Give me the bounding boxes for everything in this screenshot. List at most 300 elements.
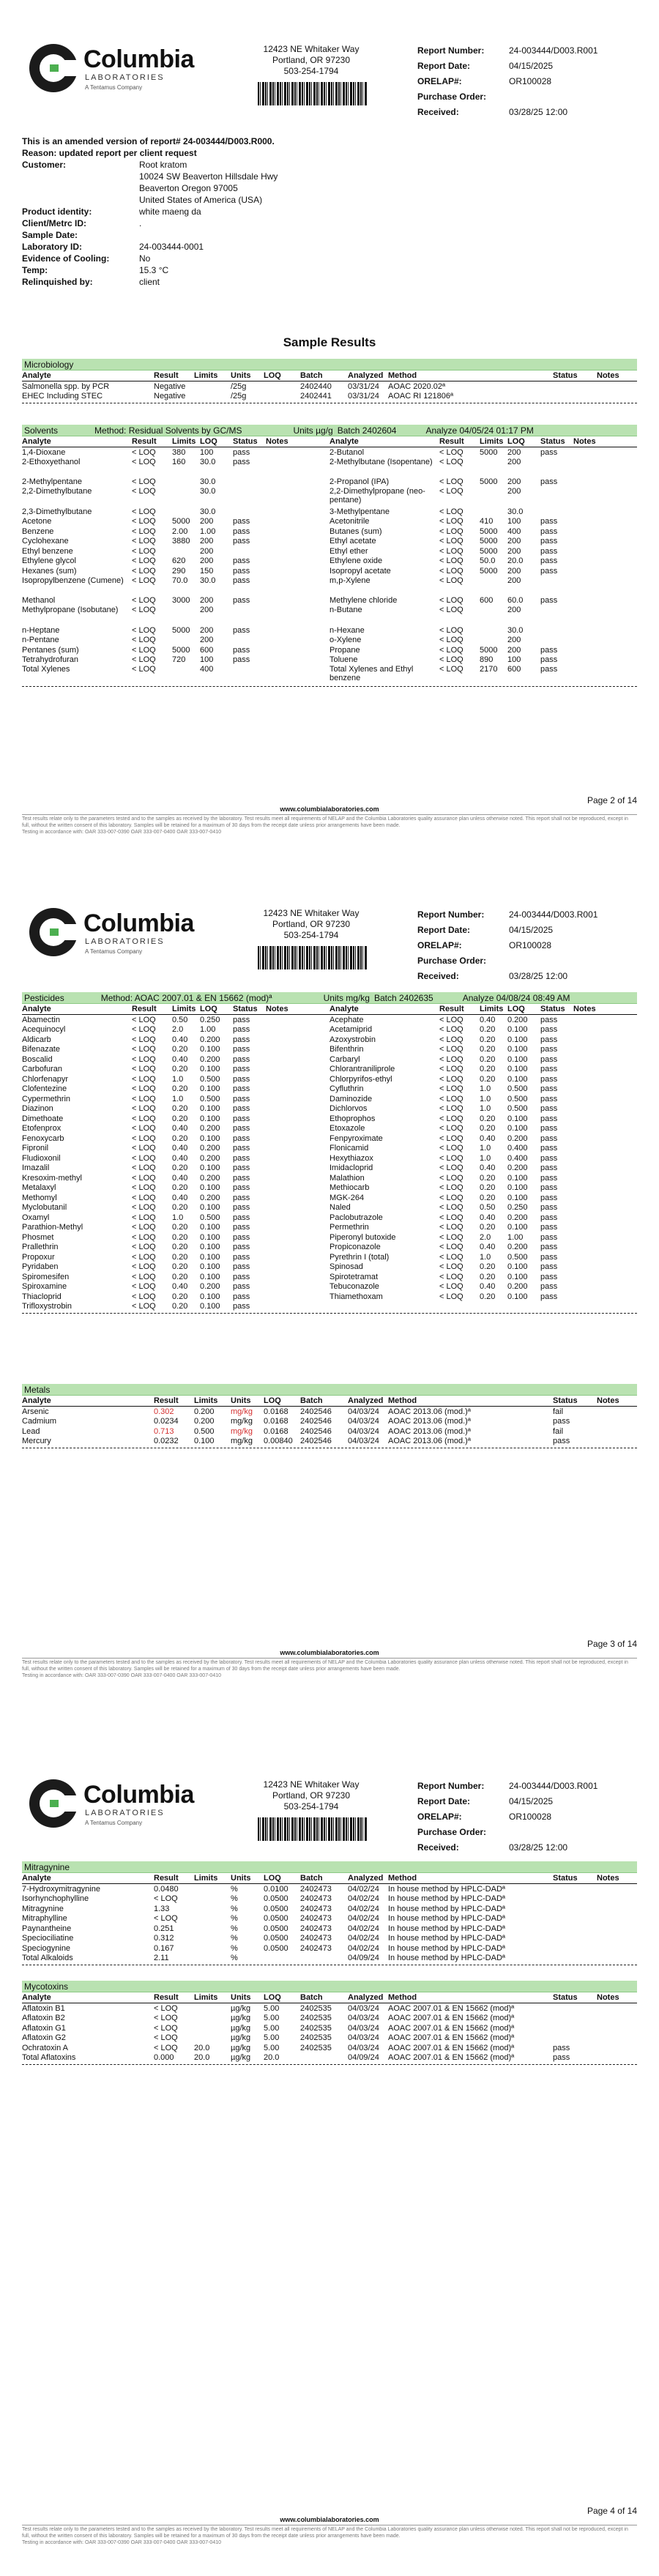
column-header: Method <box>388 1396 417 1405</box>
cell: 2-Propanol (IPA) <box>330 477 390 487</box>
cell: 5000 <box>172 645 190 655</box>
customer-field <box>22 253 388 264</box>
customer-info: This is an amended version of report# 24-003444/D003.R000. Reason: updated report per client request Customer: Root kratom 10024 SW Beaverton Hillsdale Hwy Beaverton Oregon 97005 United States of America (USA) Product identity: white maeng da Client/Metrc ID: . Sample Date: Laboratory ID: 24-003444-0001 Evidence of Cooling: No Temp: 15.3 °C Relinquished by: client <box>22 135 388 288</box>
cell: 0.20 <box>480 1292 496 1301</box>
cell: < LOQ <box>132 1272 156 1281</box>
column-header: Method <box>388 371 417 380</box>
cell: Boscalid <box>22 1054 53 1064</box>
cell <box>266 1253 330 1262</box>
cell: Negative <box>154 381 186 391</box>
cell: < LOQ <box>439 517 463 526</box>
cell: pass <box>540 556 558 566</box>
report-header <box>22 901 637 981</box>
table-row <box>22 576 637 596</box>
cell: 2402546 <box>300 1417 332 1426</box>
cell <box>573 507 637 516</box>
cell: < LOQ <box>132 447 156 457</box>
cell: In house method by HPLC-DADª <box>388 1894 505 1904</box>
cell: 600 <box>480 596 494 606</box>
cell <box>573 1233 637 1242</box>
table-row <box>22 487 637 507</box>
method-label: Method: Residual Solvents by GC/MS <box>94 425 242 436</box>
cell: 0.20 <box>480 1025 496 1035</box>
cell: 0.50 <box>480 1203 496 1213</box>
cell: 0.20 <box>480 1193 496 1202</box>
cell <box>233 547 266 556</box>
cell: pass <box>233 645 250 655</box>
cell: µg/kg <box>231 2023 251 2033</box>
field-value: white maeng da <box>139 206 201 217</box>
row-half <box>330 567 637 576</box>
row-half <box>22 507 330 516</box>
cell: < LOQ <box>439 566 463 576</box>
cell: 0.20 <box>480 1054 496 1064</box>
cell: 0.500 <box>507 1104 528 1114</box>
row-half <box>330 655 637 664</box>
cell: < LOQ <box>132 517 156 526</box>
cell: 2402473 <box>300 1943 332 1953</box>
row-half <box>330 1174 637 1183</box>
column-header: LOQ <box>200 1005 217 1013</box>
cell: 2402473 <box>300 1884 332 1894</box>
cell <box>172 487 200 496</box>
logo-mark-icon <box>29 1779 78 1828</box>
cell <box>573 448 637 457</box>
cell: 100 <box>200 655 214 665</box>
cell: pass <box>233 1183 250 1193</box>
cell: < LOQ <box>439 606 463 614</box>
column-header: Notes <box>597 371 619 380</box>
cell: 0.251 <box>154 1924 174 1933</box>
cell <box>266 1194 330 1202</box>
cell: 410 <box>480 517 494 526</box>
cell: < LOQ <box>439 477 463 487</box>
cell <box>266 636 330 644</box>
cell: 5000 <box>480 526 498 536</box>
cell: pass <box>540 1133 558 1143</box>
field-label: Temp: <box>22 265 48 275</box>
cell: 0.20 <box>480 1035 496 1044</box>
cell: 0.0234 <box>154 1417 179 1426</box>
cell: % <box>231 1934 238 1943</box>
cell: 3880 <box>172 537 190 546</box>
cell: 0.20 <box>480 1065 496 1074</box>
cell: < LOQ <box>132 1054 156 1064</box>
cell: Cadmium <box>22 1417 57 1426</box>
table-row <box>22 1924 637 1934</box>
cell: 0.0100 <box>264 1884 288 1894</box>
cell: pass <box>540 1262 558 1272</box>
column-header: Status <box>233 437 258 446</box>
cell: pass <box>233 1104 250 1114</box>
cell: 5000 <box>480 566 498 576</box>
cell <box>573 1292 637 1301</box>
cell: pass <box>233 1173 250 1183</box>
cell: Flonicamid <box>330 1144 369 1153</box>
column-header: Result <box>132 1005 157 1013</box>
cell: n-Pentane <box>22 636 59 645</box>
header-half <box>330 1005 637 1013</box>
row-half <box>22 596 330 605</box>
cell: pass <box>233 596 250 606</box>
cell: 03/31/24 <box>348 381 379 391</box>
batch-label: Batch 2402604 <box>337 425 397 436</box>
cell: < LOQ <box>132 1203 156 1213</box>
cell <box>266 517 330 526</box>
cell: Pyridaben <box>22 1262 59 1272</box>
table-header <box>22 1873 637 1884</box>
cell: pass <box>540 537 558 546</box>
column-header: Limits <box>194 1874 218 1883</box>
microbiology-table <box>22 359 637 403</box>
cell <box>573 646 637 655</box>
table-row <box>22 1124 637 1134</box>
cell: 890 <box>480 655 494 665</box>
cell <box>573 1104 637 1113</box>
cell: 0.20 <box>172 1203 188 1213</box>
cell: 0.40 <box>172 1173 188 1183</box>
cell: pass <box>233 537 250 546</box>
row-half <box>330 1134 637 1143</box>
cell: < LOQ <box>132 1262 156 1272</box>
cell: Speciociliatine <box>22 1934 74 1943</box>
field-label: Evidence of Cooling: <box>22 253 110 264</box>
cell: pass <box>233 1025 250 1035</box>
cell: 0.400 <box>507 1153 528 1163</box>
cell: 0.40 <box>480 1133 496 1143</box>
cell <box>266 576 330 585</box>
cell: In house method by HPLC-DADª <box>388 1924 505 1933</box>
cell: pass <box>233 1094 250 1103</box>
cell: 0.200 <box>200 1144 220 1153</box>
row-half <box>22 1174 330 1183</box>
table-end-rule <box>22 686 637 687</box>
cell: Bifenthrin <box>330 1045 364 1054</box>
cell: % <box>231 1954 238 1963</box>
cell: 0.713 <box>154 1426 174 1436</box>
column-header: Result <box>154 1874 179 1883</box>
section-band: Mycotoxins <box>22 1981 637 1992</box>
row-half <box>22 1124 330 1133</box>
cell: 04/09/24 <box>348 2053 379 2063</box>
cell: Mercury <box>22 1437 51 1446</box>
cell: /25g <box>231 381 247 391</box>
cell: 290 <box>172 566 186 576</box>
cell: 200 <box>200 636 214 645</box>
amend-reason: Reason: updated report per client request <box>22 148 197 158</box>
cell: 0.20 <box>172 1292 188 1301</box>
cell: 04/02/24 <box>348 1914 379 1924</box>
cell: 0.100 <box>507 1035 528 1044</box>
cell <box>573 1065 637 1073</box>
cell: 0.100 <box>507 1183 528 1193</box>
cell <box>573 1035 637 1044</box>
table-row <box>22 1894 637 1905</box>
cell: 200 <box>200 517 214 526</box>
cell <box>266 606 330 614</box>
column-header: Analyte <box>330 437 359 446</box>
cell <box>573 626 637 635</box>
customer-field <box>22 206 388 217</box>
cell <box>233 665 266 674</box>
cell: Chlorfenapyr <box>22 1074 68 1084</box>
column-header: Result <box>439 437 464 446</box>
column-header: Batch <box>300 1874 323 1883</box>
cell: Phosmet <box>22 1232 54 1242</box>
footer-disclaimer: Test results relate only to the parameters tested and to the samples as received by the laboratory. Test results meet all requirements of NELAP and the Columbia Laboratories quality assurance plan unless otherwise noted. This report shall not be reproduced, except in full, without the written consent of this laboratory. Samples will be retained for a maximum of 30 days from the receipt date unless prior arrangements have been made. Testing in accordance with: OAR 333-007-0390 OAR 333-007-0400 OAR 333-007-0410 <box>22 1660 628 1678</box>
cell: 0.40 <box>172 1153 188 1163</box>
column-header: Limits <box>194 371 218 380</box>
cell: < LOQ <box>132 546 156 556</box>
cell: < LOQ <box>132 1243 156 1252</box>
table-header <box>22 1004 637 1015</box>
column-header: Analyzed <box>348 1993 384 2002</box>
cell: 2.0 <box>172 1025 184 1035</box>
row-half <box>22 1203 330 1212</box>
cell: 0.200 <box>194 1417 215 1426</box>
cell: pass <box>540 1045 558 1054</box>
cell <box>172 606 200 614</box>
cell: 0.100 <box>200 1272 220 1281</box>
cell: Oxamyl <box>22 1213 50 1222</box>
report-page-3 <box>0 864 659 1713</box>
cell: 0.100 <box>507 1173 528 1183</box>
table-row <box>22 2003 637 2014</box>
cell: pass <box>540 1094 558 1103</box>
column-header: Analyzed <box>348 371 384 380</box>
table-header <box>22 1992 637 2003</box>
cell: 0.100 <box>507 1262 528 1272</box>
cell: 2,2-Dimethylbutane <box>22 487 92 496</box>
customer-field <box>22 229 388 241</box>
cell: < LOQ <box>439 1243 463 1252</box>
cell: Speciogynine <box>22 1943 71 1953</box>
cell: Mitragynine <box>22 1904 64 1913</box>
cell: Acephate <box>330 1015 364 1024</box>
cell: pass <box>540 645 558 655</box>
row-half <box>330 1154 637 1163</box>
cell: 200 <box>507 477 521 487</box>
report-page-4 <box>0 1735 659 2576</box>
cell: 0.200 <box>200 1193 220 1202</box>
table-row <box>22 665 637 685</box>
cell: pass <box>540 526 558 536</box>
cell: % <box>231 1924 238 1933</box>
cell: 0.20 <box>480 1223 496 1232</box>
field-value: 15.3 °C <box>139 265 169 275</box>
cell: 200 <box>507 566 521 576</box>
cell: pass <box>540 1183 558 1193</box>
cell: Carbofuran <box>22 1065 63 1074</box>
table-row <box>22 526 637 537</box>
cell: 200 <box>507 576 521 585</box>
cell: 1.00 <box>200 1025 216 1035</box>
cell: 0.40 <box>172 1282 188 1292</box>
cell: 0.20 <box>480 1272 496 1281</box>
row-half <box>22 1262 330 1271</box>
column-header: Result <box>154 1993 179 2002</box>
cell: 0.0500 <box>264 1934 288 1943</box>
cell: pass <box>540 1025 558 1035</box>
column-header: LOQ <box>264 371 281 380</box>
cell: 100 <box>507 655 521 665</box>
cell: < LOQ <box>132 1144 156 1153</box>
cell: Fludioxonil <box>22 1153 61 1163</box>
header-half <box>330 437 637 446</box>
cell: pass <box>540 1282 558 1292</box>
cell: 04/03/24 <box>348 2003 379 2013</box>
table-row <box>22 1094 637 1104</box>
company-logo: Columbia LABORATORIES A Tentamus Company <box>29 1779 198 1831</box>
logo-name: Columbia <box>83 45 194 73</box>
cell <box>266 1164 330 1172</box>
cell: Hexanes (sum) <box>22 566 77 576</box>
cell: 0.100 <box>200 1232 220 1242</box>
cell: Total Xylenes and Ethyl benzene <box>330 665 414 682</box>
cell: 2402473 <box>300 1924 332 1933</box>
cell: 0.20 <box>480 1074 496 1084</box>
column-header: Analyte <box>22 1993 51 2002</box>
cell <box>266 507 330 516</box>
cell: < LOQ <box>132 1045 156 1054</box>
cell <box>233 487 266 496</box>
cell: 0.20 <box>172 1252 188 1262</box>
cell: AOAC 2013.06 (mod.)ª <box>388 1426 471 1436</box>
cell: 0.0232 <box>154 1437 179 1446</box>
cell: Acequinocyl <box>22 1025 66 1035</box>
cell <box>266 556 330 565</box>
cell: In house method by HPLC-DADª <box>388 1914 505 1924</box>
row-half <box>330 1183 637 1192</box>
cell: Isopropyl acetate <box>330 566 391 576</box>
field-value: No <box>139 253 151 264</box>
table-row <box>22 1084 637 1095</box>
barcode <box>258 1817 368 1841</box>
cell: Chlorpyrifos-ethyl <box>330 1074 392 1084</box>
cell <box>573 1174 637 1183</box>
customer-field <box>22 217 388 229</box>
row-half <box>22 1055 330 1064</box>
table-row <box>22 1223 637 1233</box>
cell: Aldicarb <box>22 1035 51 1044</box>
cell: Parathion-Methyl <box>22 1223 83 1232</box>
column-header: Notes <box>266 1005 288 1013</box>
table-row <box>22 1884 637 1894</box>
table-row <box>22 1914 637 1924</box>
table-row <box>22 1904 637 1914</box>
cell: Ethylene glycol <box>22 556 76 566</box>
cell: pass <box>540 477 558 487</box>
report-info: Report Number: 24-003444/D003.R001 Report Date: 04/15/2025 ORELAP#: OR100028 Purchase Order: Received: 03/28/25 12:00 <box>417 909 598 981</box>
cell: 0.100 <box>200 1133 220 1143</box>
row-half <box>330 458 637 466</box>
column-header: Limits <box>194 1396 218 1405</box>
page-number: Page 3 of 14 <box>587 1639 637 1649</box>
cell: pass <box>540 1213 558 1222</box>
column-header: Status <box>540 437 565 446</box>
cell: 380 <box>172 447 186 457</box>
table-row <box>22 1203 637 1213</box>
cell: pass <box>233 1045 250 1054</box>
cell: Thiacloprid <box>22 1292 62 1301</box>
analyze-label: Analyze 04/08/24 08:49 AM <box>462 992 570 1003</box>
field-value <box>139 229 388 241</box>
mycotoxins-table <box>22 1981 637 2065</box>
cell: 0.100 <box>200 1203 220 1213</box>
cell: 5.00 <box>264 2023 280 2033</box>
field-label: Relinquished by: <box>22 277 93 287</box>
row-half <box>330 1016 637 1024</box>
cell: pass <box>540 1054 558 1064</box>
table-row <box>22 1054 637 1065</box>
cell <box>266 646 330 655</box>
customer-address: Root kratom 10024 SW Beaverton Hillsdale Hwy Beaverton Oregon 97005 United States of America (USA) <box>139 160 278 205</box>
column-header: Notes <box>597 1993 619 2002</box>
cell: 0.100 <box>200 1065 220 1074</box>
row-half <box>330 477 637 486</box>
cell: Cyfluthrin <box>330 1084 364 1094</box>
cell <box>573 1154 637 1163</box>
cell: < LOQ <box>132 457 156 466</box>
logo-subtitle: LABORATORIES <box>85 73 165 82</box>
cell: Prallethrin <box>22 1243 59 1252</box>
cell: 20.0 <box>194 2053 210 2063</box>
pesticides-table <box>22 992 637 1314</box>
row-half <box>330 1035 637 1044</box>
cell: 2,3-Dimethylbutane <box>22 507 92 516</box>
cell: 0.200 <box>507 1133 528 1143</box>
cell: 2402546 <box>300 1407 332 1416</box>
cell: o-Xylene <box>330 636 362 645</box>
cell <box>266 1075 330 1084</box>
row-half <box>330 596 637 605</box>
cell: 0.302 <box>154 1407 174 1416</box>
column-header: Method <box>388 1993 417 2002</box>
cell: Chlorantraniliprole <box>330 1065 395 1074</box>
cell: < LOQ <box>439 1114 463 1123</box>
cell <box>573 636 637 644</box>
cell: µg/kg <box>231 2043 251 2052</box>
row-half <box>22 626 330 635</box>
cell <box>573 1194 637 1202</box>
cell: Diazinon <box>22 1104 53 1114</box>
cell: < LOQ <box>439 625 463 635</box>
cell: Benzene <box>22 526 54 536</box>
cell: 04/03/24 <box>348 2023 379 2033</box>
row-half <box>22 1075 330 1084</box>
cell: µg/kg <box>231 2014 251 2023</box>
cell <box>172 547 200 556</box>
cell: 200 <box>507 457 521 466</box>
cell: Ethyl acetate <box>330 537 376 546</box>
table-row <box>22 1232 637 1243</box>
cell: pass <box>553 2043 570 2052</box>
cell: pass <box>540 1084 558 1094</box>
cell <box>266 547 330 556</box>
table-end-rule <box>22 2064 637 2065</box>
cell: Toluene <box>330 655 358 665</box>
cell: 0.00840 <box>264 1437 293 1446</box>
cell: Propoxur <box>22 1252 55 1262</box>
column-header: Status <box>553 1396 578 1405</box>
cell: Tebuconazole <box>330 1282 379 1292</box>
cell: < LOQ <box>132 665 156 674</box>
row-half <box>330 1104 637 1113</box>
column-header: Notes <box>597 1396 619 1405</box>
report-info: Report Number: 24-003444/D003.R001 Report Date: 04/15/2025 ORELAP#: OR100028 Purchase Order: Received: 03/28/25 12:00 <box>417 1780 598 1853</box>
logo-tagline: A Tentamus Company <box>85 84 143 91</box>
cell: < LOQ <box>132 1193 156 1202</box>
